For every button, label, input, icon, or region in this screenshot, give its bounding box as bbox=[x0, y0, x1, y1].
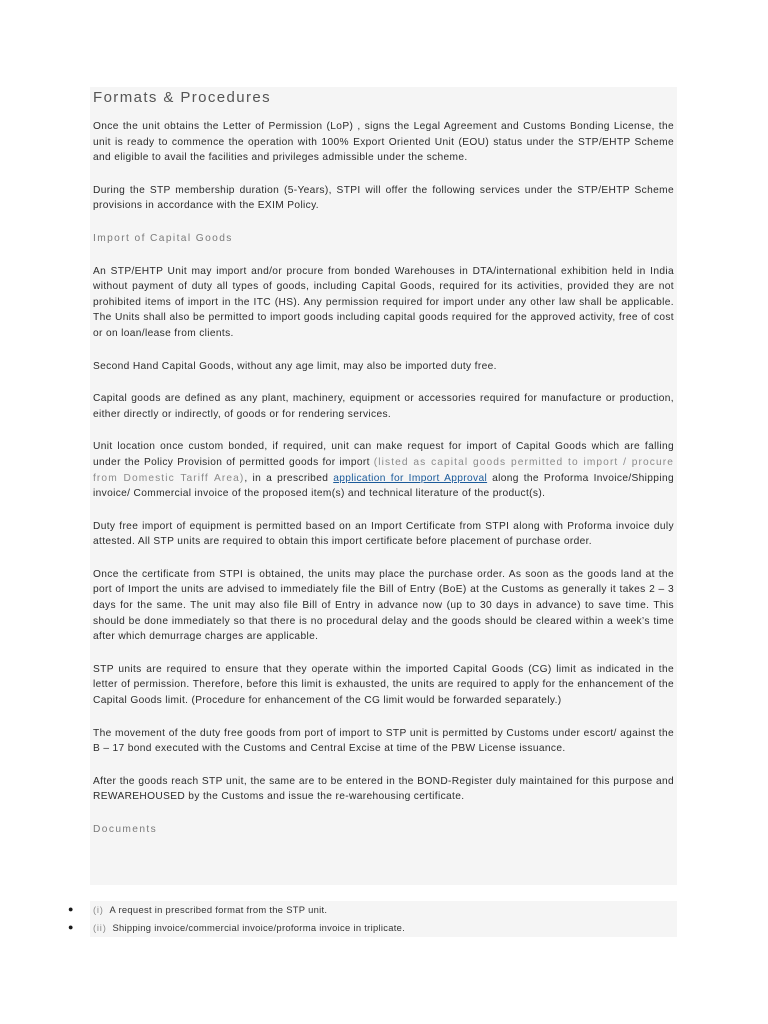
list-item-number: (i) bbox=[93, 904, 104, 915]
p4-start: Unit location once custom bonded, if required, unit can make request for import of Capital Goods which are falling under the Policy Provision of permitted goods for import bbox=[93, 441, 674, 468]
import-approval-link[interactable]: application for Import Approval bbox=[333, 472, 488, 484]
bullet-icon: ● bbox=[68, 922, 74, 932]
list-item bbox=[68, 919, 678, 937]
intro-paragraph-2: During the STP membership duration (5-Years), STPI will offer the following services under the STP/EHTP Scheme provisions in accordance with the EXIM Policy. bbox=[93, 184, 674, 212]
page-title: Formats & Procedures bbox=[93, 89, 272, 106]
import-paragraph-4 bbox=[93, 439, 674, 501]
import-paragraph-6: Once the certificate from STPI is obtained, the units may place the purchase order. As soon as the goods land at the port of Import the units are advised to immediately file the Bill of Entry (BoE) at the Customs as generally it takes 2 – 3 days for the same. The unit may also file Bill of Entry in advance now (up to 30 days in advance) to save time. This should be done immediately so that there is no procedural delay and the goods should be cleared within a week’s time after which demurrage charges are applicable. bbox=[93, 568, 674, 643]
p4-muted-note: (listed as capital goods permitted to import / procure from Domestic Tariff Area) bbox=[93, 456, 674, 484]
list-item-number: (ii) bbox=[93, 922, 107, 933]
content-panel bbox=[90, 87, 677, 885]
import-paragraph-8: The movement of the duty free goods from port of import to STP unit is permitted by Customs under escort/ against the B – 17 bond executed with the Customs and Central Excise at time of the PBW License issuance. bbox=[93, 727, 674, 755]
list-item-box bbox=[90, 919, 677, 937]
list-item-box bbox=[90, 901, 677, 919]
import-paragraph-9: After the goods reach STP unit, the same are to be entered in the BOND-Register duly maintained for this purpose and REWAREHOUSED by the Customs and issue the re-warehousing certificate. bbox=[93, 775, 674, 803]
import-paragraph-5: Duty free import of equipment is permitted based on an Import Certificate from STPI along with Proforma invoice duly attested. All STP units are required to obtain this import certificate before placement of purchase order. bbox=[93, 520, 674, 548]
section-heading-documents: Documents bbox=[93, 824, 158, 835]
list-item-text: A request in prescribed format from the STP unit. bbox=[109, 904, 328, 915]
intro-paragraph-1: Once the unit obtains the Letter of Permission (LoP) , signs the Legal Agreement and Customs Bonding License, the unit is ready to commence the operation with 100% Export Oriented Unit (EOU) status under the STP/EHTP Scheme and eligible to avail the facilities and privileges admissible under the scheme. bbox=[93, 121, 674, 164]
p4-end: along the Proforma Invoice/Shipping invoice/ Commercial invoice of the proposed item(s) and technical literature of the product(s). bbox=[93, 472, 674, 500]
p4-mid: , in a prescribed bbox=[244, 472, 334, 484]
import-paragraph-3: Capital goods are defined as any plant, machinery, equipment or accessories required for manufacture or production, either directly or indirectly, of goods or for rendering services. bbox=[93, 393, 674, 420]
bullet-icon: ● bbox=[68, 904, 74, 914]
list-item-text: Shipping invoice/commercial invoice/proforma invoice in triplicate. bbox=[112, 922, 406, 933]
list-item bbox=[68, 901, 678, 919]
import-paragraph-2: Second Hand Capital Goods, without any age limit, may also be imported duty free. bbox=[93, 360, 497, 372]
import-paragraph-1: An STP/EHTP Unit may import and/or procure from bonded Warehouses in DTA/international exhibition held in India without payment of duty all types of goods, including Capital Goods, required for its activities, provided they are not prohibited items of import in the ITC (HS). Any permission required for import under any other law shall be applicable. The Units shall also be permitted to import goods including capital goods required for the approved activity, free of cost or on loan/lease from clients. bbox=[93, 265, 674, 339]
documents-list bbox=[68, 901, 678, 937]
section-heading-import: Import of Capital Goods bbox=[93, 232, 233, 244]
import-paragraph-7: STP units are required to ensure that they operate within the imported Capital Goods (CG) limit as indicated in the letter of permission. Therefore, before this limit is exhausted, the units are required to apply for the enhancement of the Capital Goods limit. (Procedure for enhancement of the CG limit would be forwarded separately.) bbox=[93, 663, 674, 707]
